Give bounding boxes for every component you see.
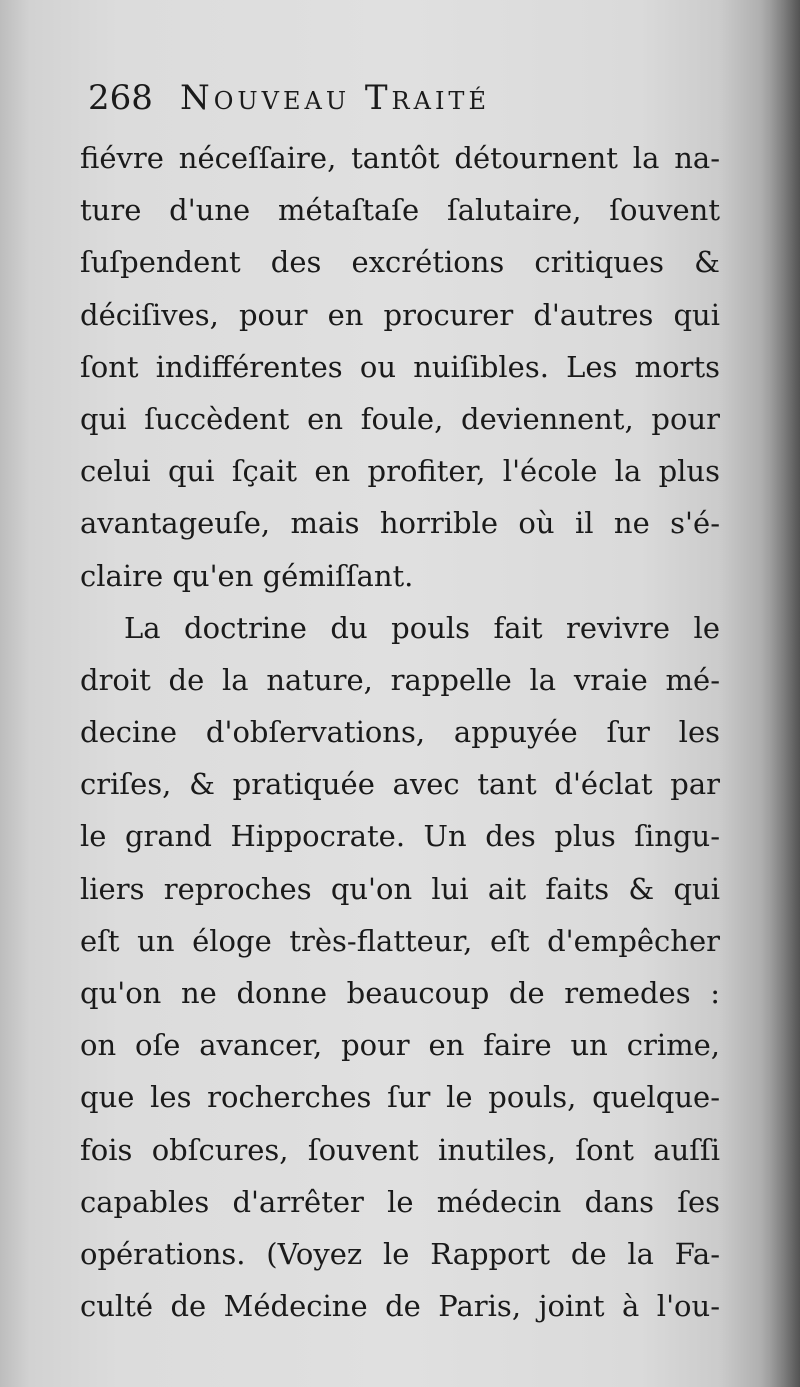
text-line: fiévre néceſſaire, tantôt détournent la na- bbox=[80, 141, 720, 175]
text-line: le grand Hippocrate. Un des plus ſingu- bbox=[80, 819, 720, 854]
running-title: Nouveau Traité bbox=[180, 78, 490, 118]
page-number: 268 bbox=[88, 78, 153, 118]
text-line: fois obſcures, ſouvent inutiles, ſont auſſi bbox=[80, 1132, 720, 1167]
text-line: eſt un éloge très-flatteur, eſt d'empêcher bbox=[80, 923, 720, 958]
text-line: ſont indifférentes ou nuiſibles. Les morts bbox=[80, 349, 720, 384]
paragraph-start-line: La doctrine du pouls fait revivre le bbox=[124, 610, 720, 645]
text-line: opérations. (Voyez le Rapport de la Fa- bbox=[80, 1236, 720, 1271]
text-line: droit de la nature, rappelle la vraie mé- bbox=[80, 662, 720, 697]
text-line: capables d'arrêter le médecin dans ſes bbox=[80, 1184, 720, 1219]
page-header bbox=[88, 78, 728, 128]
text-line: culté de Médecine de Paris, joint à l'ou- bbox=[80, 1289, 720, 1324]
text-line: avantageuſe, mais horrible où il ne s'é- bbox=[80, 506, 720, 541]
text-line: ture d'une métaſtaſe ſalutaire, ſouvent bbox=[80, 193, 720, 228]
text-line: qui ſuccèdent en foule, deviennent, pour bbox=[80, 401, 720, 436]
text-line: celui qui ſçait en profiter, l'école la plus bbox=[80, 454, 720, 489]
page-edge-shadow bbox=[760, 0, 800, 1387]
body-text bbox=[80, 132, 720, 1332]
text-line: criſes, & pratiquée avec tant d'éclat par bbox=[80, 767, 720, 802]
paragraph-end-line: claire qu'en gémiſſant. bbox=[80, 558, 414, 593]
text-line: déciſives, pour en procurer d'autres qui bbox=[80, 297, 720, 332]
text-line: on oſe avancer, pour en faire un crime, bbox=[80, 1028, 720, 1063]
text-line: que les rocherches ſur le pouls, quelque- bbox=[80, 1080, 720, 1115]
text-line: qu'on ne donne beaucoup de remedes : bbox=[80, 976, 720, 1010]
text-line: liers reproches qu'on lui ait faits & qui bbox=[80, 871, 720, 906]
text-line: decine d'obſervations, appuyée ſur les bbox=[80, 715, 720, 750]
text-line: ſuſpendent des excrétions critiques & bbox=[80, 245, 720, 280]
